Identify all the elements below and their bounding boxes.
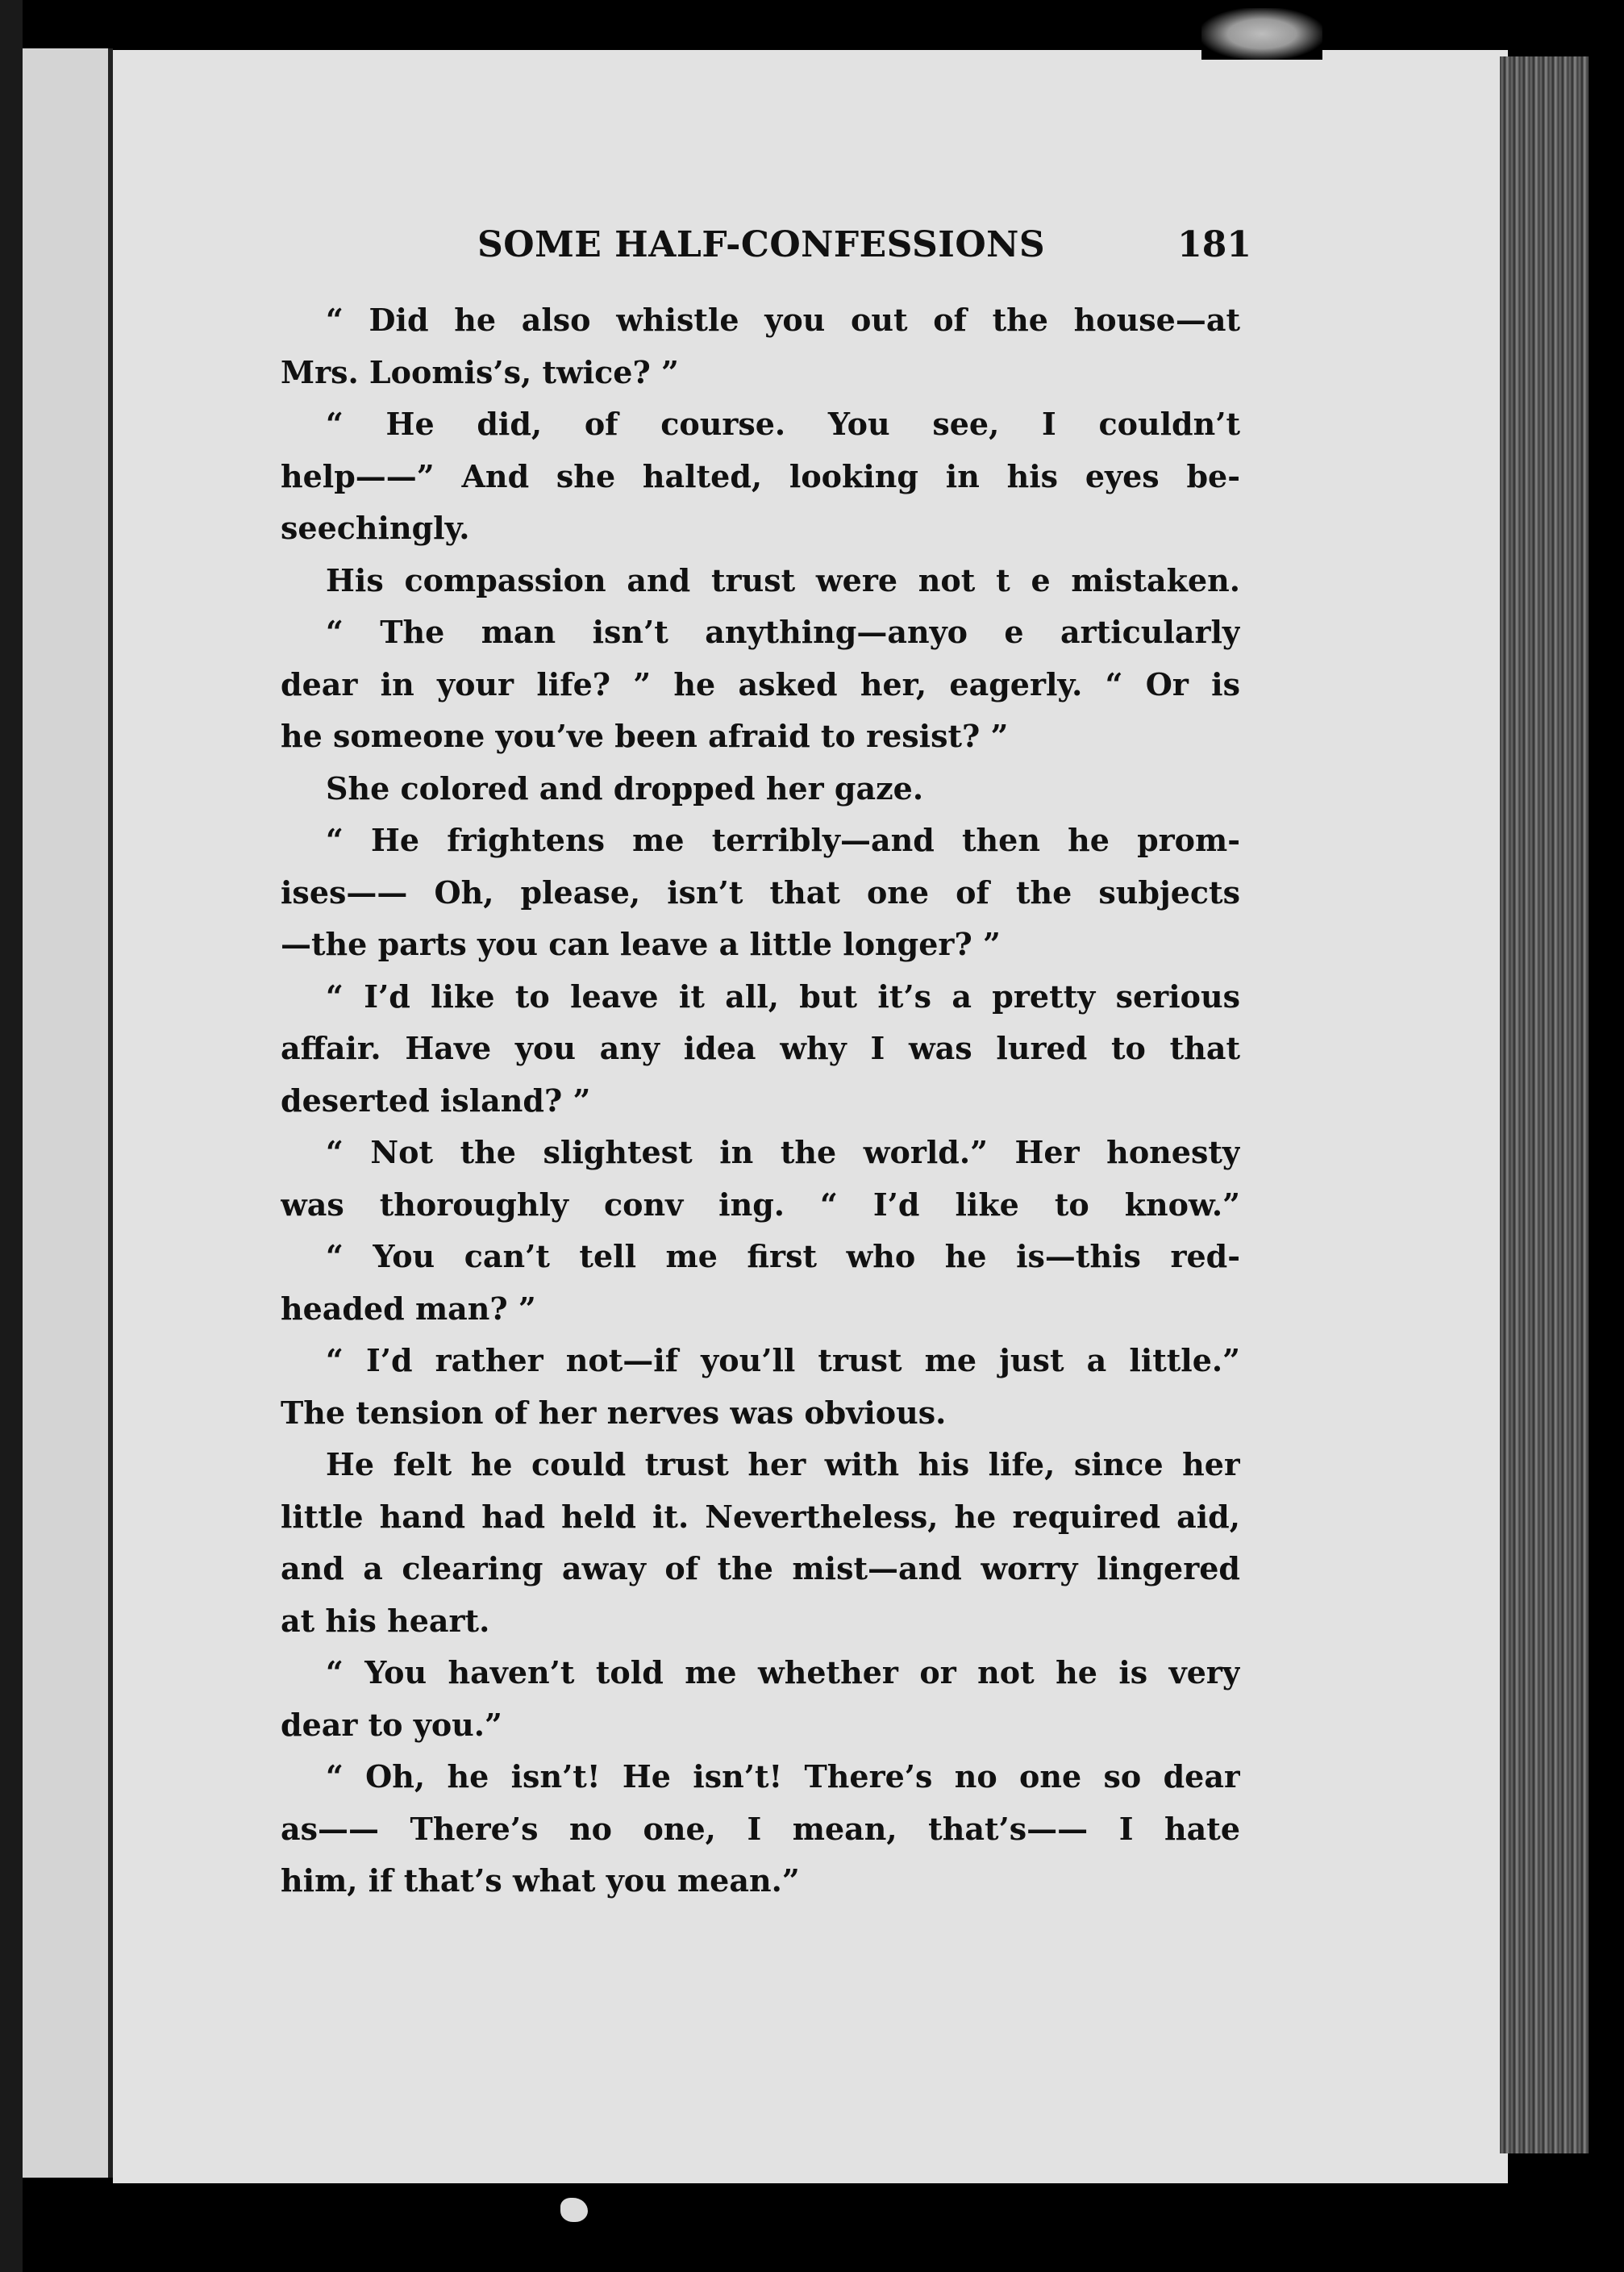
text-line: “ He frightens me terribly—and then he prom- [326,822,1240,858]
text-line: “ Did he also whistle you out of the house—at [326,302,1240,338]
text-line: was thoroughly conv ing. “ I’d like to know.” [281,1186,1240,1223]
text-line: His compassion and trust were not t e mistaken. [326,561,1240,598]
text-line: little hand had held it. Nevertheless, he required aid, [281,1498,1240,1535]
text-line: “ Not the slightest in the world.” Her honesty [326,1134,1240,1170]
text-line: and a clearing away of the mist—and worry lingered [281,1550,1240,1586]
text-line: ises—— Oh, please, isn’t that one of the subjects [281,873,1240,911]
text-line: he someone you’ve been afraid to resist? ” [281,718,1009,754]
left-border [0,0,23,2272]
text-line: “ He did, of course. You see, I couldn’t [326,406,1240,442]
text-line: She colored and dropped her gaze. [326,769,924,807]
text-line: headed man? ” [281,1290,536,1327]
text-line: seechingly. [281,510,470,546]
body-text [281,302,1240,1915]
scan-blemish-bottom [560,2198,588,2222]
text-line: “ Oh, he isn’t! He isn’t! There’s no one so dear [326,1758,1240,1795]
scan-blemish-top [1201,8,1322,60]
text-line: “ I’d rather not—if you’ll trust me just a little.” [326,1342,1240,1378]
text-line: deserted island? ” [281,1082,591,1119]
text-line: him, if that’s what you mean.” [281,1862,800,1899]
text-line: The tension of her nerves was obvious. [281,1394,947,1431]
text-line: at his heart. [281,1602,490,1639]
text-line: dear in your life? ” he asked her, eagerly. “ Or is [281,665,1240,702]
text-line: “ The man isn’t anything—anyo e articularly [326,614,1240,650]
text-line: as—— There’s no one, I mean, that’s—— I hate [281,1810,1240,1847]
text-line: —the parts you can leave a little longer? ” [281,926,1001,962]
text-line: dear to you.” [281,1706,502,1743]
text-line: He felt he could trust her with his life, since her [326,1446,1240,1482]
text-line: “ You can’t tell me first who he is—this red- [326,1238,1240,1274]
text-line: help——” And she halted, looking in his eyes be- [281,457,1240,494]
page-header [477,224,1251,273]
text-line: “ I’d like to leave it all, but it’s a pretty serious [326,978,1240,1015]
running-head: SOME HALF-CONFESSIONS [477,224,1046,265]
facing-page-strip [23,48,113,2178]
text-line: affair. Have you any idea why I was lured to that [281,1030,1240,1066]
text-line: “ You haven’t told me whether or not he is very [326,1654,1240,1690]
page-edges [1500,56,1589,2153]
text-line: Mrs. Loomis’s, twice? ” [281,353,679,390]
page-number: 181 [1177,224,1251,265]
